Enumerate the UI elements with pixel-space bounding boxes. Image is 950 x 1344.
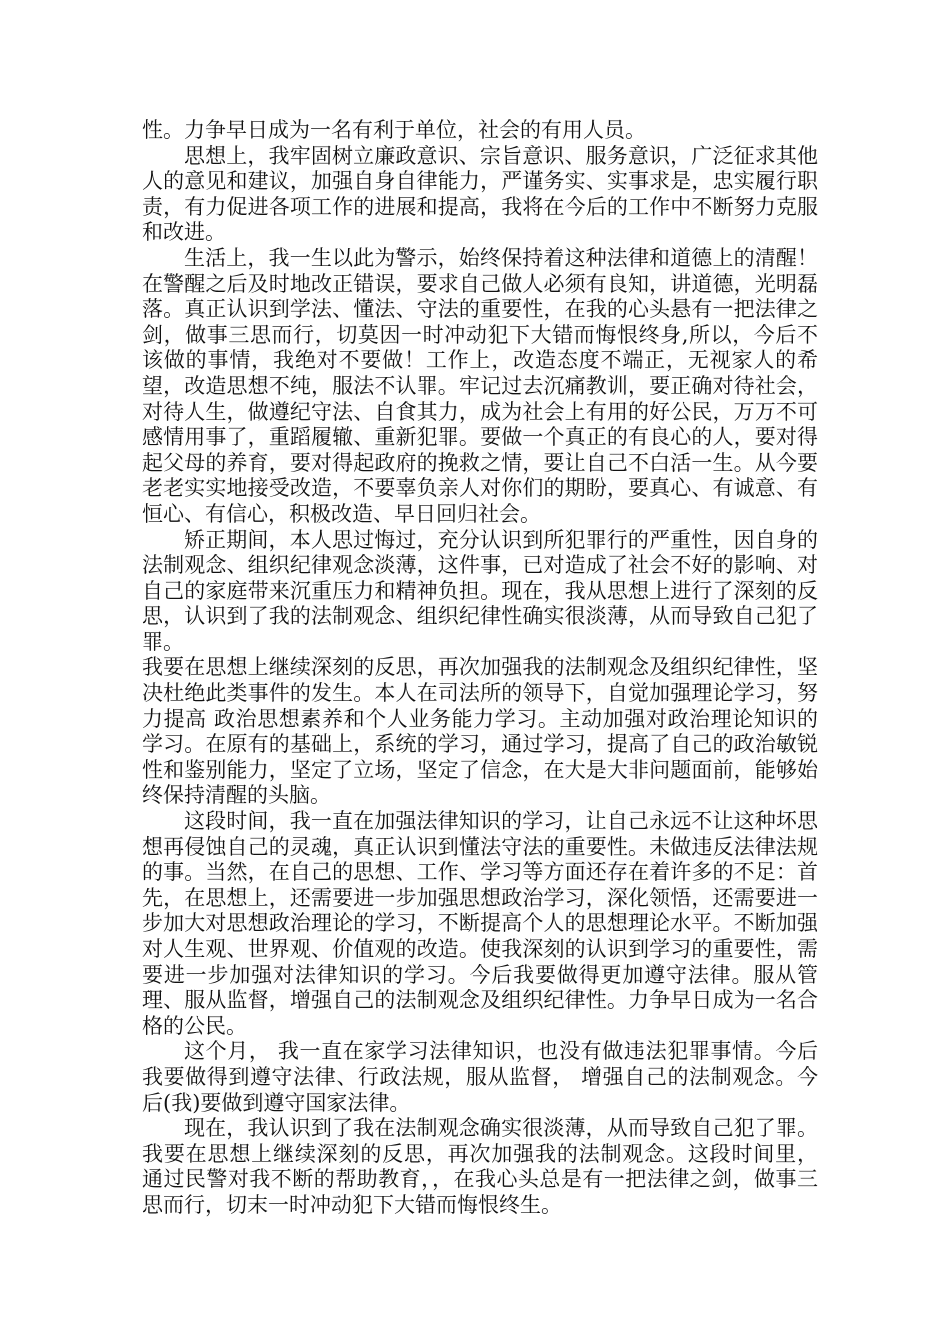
paragraph-4: 矫正期间，本人思过悔过，充分认识到所犯罪行的严重性，因自身的法制观念、组织纪律观念淡薄，这件事，已对造成了社会不好的影响、对自己的家庭带来沉重压力和精神负担。现在，我从思想上进行了深刻的反思，认识到了我的法制观念、组织纪律性确实很淡薄，从而导致自己犯了罪。: [142, 527, 818, 654]
paragraph-6: 这段时间，我一直在加强法律知识的学习，让自己永远不让这种坏思想再侵蚀自己的灵魂，真正认识到懂法守法的重要性。未做违反法律法规的事。当然，在自己的思想、工作、学习等方面还存在着许多的不足：首先，在思想上，还需要进一步加强思想政治学习，深化领悟，还需要进一步加大对思想政治理论的学习，不断提高个人的思想理论水平。不断加强对人生观、世界观、价值观的改造。使我深刻的认识到学习的重要性，需要进一步加强对法律知识的学习。今后我要做得更加遵守法律。服从管理、服从监督，增强自己的法制观念及组织纪律性。力争早日成为一名合格的公民。: [142, 809, 818, 1038]
paragraph-7: 这个月， 我一直在家学习法律知识，也没有做违法犯罪事情。今后我要做得到遵守法律、行政法规，服从监督， 增强自己的法制观念。今后(我)要做到遵守国家法律。: [142, 1039, 818, 1115]
paragraph-3: 生活上，我一生以此为警示，始终保持着这种法律和道德上的清醒！在警醒之后及时地改正错误，要求自己做人必须有良知，讲道德，光明磊落。真正认识到学法、懂法、守法的重要性，在我的心头悬有一把法律之剑，做事三思而行，切莫因一时冲动犯下大错而悔恨终身,所以，今后不该做的事情，我绝对不要做！工作上，改造态度不端正，无视家人的希望，改造思想不纯，服法不认罪。牢记过去沉痛教训，要正确对待社会，对待人生，做遵纪守法、自食其力，成为社会上有用的好公民，万万不可感情用事了，重蹈履辙、重新犯罪。要做一个真正的有良心的人，要对得起父母的养育，要对得起政府的挽救之情，要让自己不白活一生。从今要老老实实地接受改造，不要辜负亲人对你们的期盼，要真心、有诚意、有恒心、有信心，积极改造、早日回归社会。: [142, 245, 818, 526]
paragraph-2: 思想上，我牢固树立廉政意识、宗旨意识、服务意识，广泛征求其他人的意见和建议，加强自身自律能力，严谨务实、实事求是，忠实履行职责，有力促进各项工作的进展和提高，我将在今后的工作中不断努力克服和改进。: [142, 143, 818, 245]
document-body: [142, 118, 818, 1219]
paragraph-8: 现在，我认识到了我在法制观念确实很淡薄，从而导致自己犯了罪。我要在思想上继续深刻的反思，再次加强我的法制观念。这段时间里， 通过民警对我不断的帮助教育，，在我心头总是有一把法律之剑，做事三思而行，切末一时冲动犯下大错而悔恨终生。: [142, 1116, 818, 1217]
paragraph-1: 性。力争早日成为一名有利于单位，社会的有用人员。: [142, 118, 646, 142]
paragraph-5: 我要在思想上继续深刻的反思，再次加强我的法制观念及组织纪律性，坚决杜绝此类事件的发生。本人在司法所的领导下，自觉加强理论学习，努力提高 政治思想素养和个人业务能力学习。主动加强对政治理论知识的学习。在原有的基础上，系统的学习，通过学习，提高了自己的政治敏锐性和鉴别能力，坚定了立场，坚定了信念，在大是大非问题面前，能够始终保持清醒的头脑。: [142, 655, 818, 808]
